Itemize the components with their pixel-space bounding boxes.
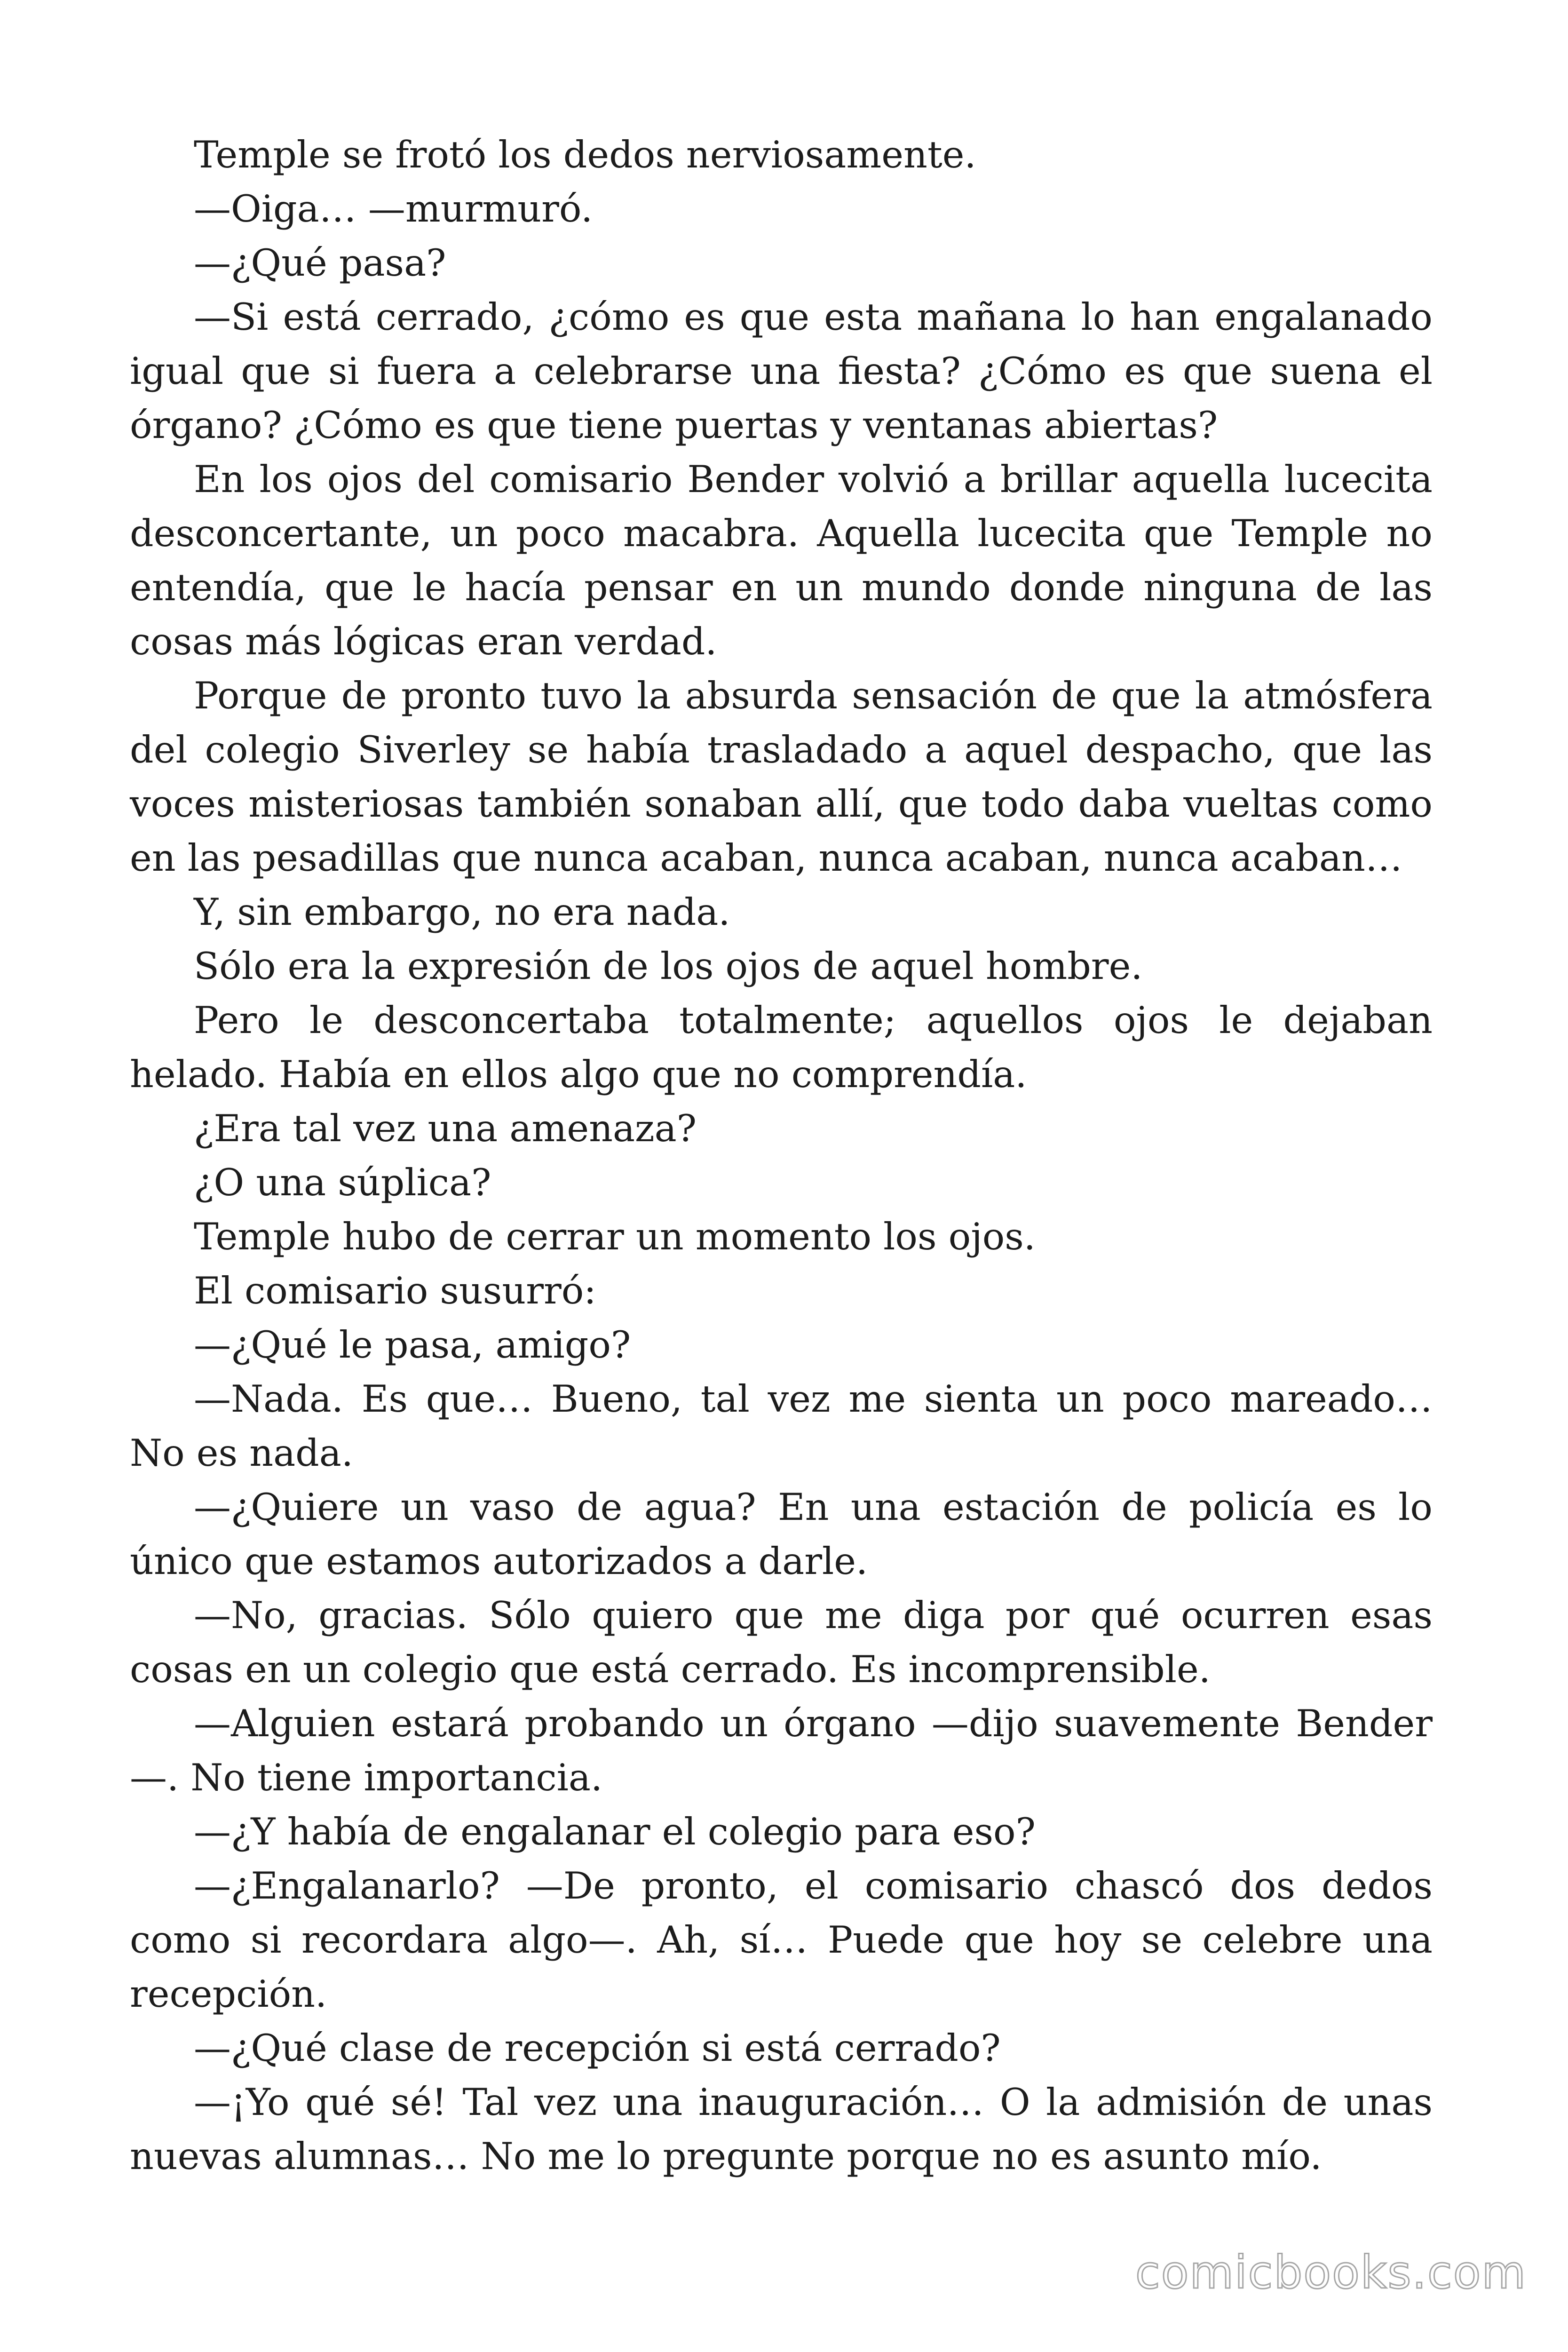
watermark: comicbooks.com — [1135, 2246, 1527, 2299]
paragraph: Sólo era la expresión de los ojos de aquel hombre. — [194, 945, 1143, 988]
paragraph: —¿Engalanarlo? —De pronto, el comisario chascó dos dedos como si recordara algo—. Ah, sí… Puede que hoy se celebre una recepción. — [130, 1864, 1433, 2016]
paragraph: —Nada. Es que… Bueno, tal vez me sienta un poco mareado… No es nada. — [130, 1377, 1433, 1475]
paragraph: Temple hubo de cerrar un momento los ojos. — [194, 1215, 1036, 1258]
paragraph: Porque de pronto tuvo la absurda sensación de que la atmósfera del colegio Siverley se había trasladado a aquel despacho, que las voces misteriosas también sonaban allí, que todo daba vueltas como en las pesadillas que nunca acaban, nunca acaban, nunca acaban… — [130, 674, 1433, 880]
paragraph: —No, gracias. Sólo quiero que me diga por qué ocurren esas cosas en un colegio que está cerrado. Es incomprensible. — [130, 1594, 1433, 1691]
paragraph: El comisario susurró: — [194, 1269, 596, 1312]
paragraph: —¿Quiere un vaso de agua? En una estación de policía es lo único que estamos autorizados a darle. — [130, 1486, 1433, 1583]
paragraph: ¿O una súplica? — [194, 1161, 491, 1204]
paragraph: —Alguien estará probando un órgano —dijo suavemente Bender —. No tiene importancia. — [130, 1702, 1433, 1799]
paragraph: Y, sin embargo, no era nada. — [194, 890, 730, 934]
paragraph: Pero le desconcertaba totalmente; aquellos ojos le dejaban helado. Había en ellos algo que no comprendía. — [130, 999, 1433, 1096]
paragraph: —¿Qué pasa? — [194, 241, 446, 285]
paragraph: —¿Qué le pasa, amigo? — [194, 1323, 631, 1367]
paragraph: Temple se frotó los dedos nerviosamente. — [194, 133, 976, 176]
paragraph: ¿Era tal vez una amenaza? — [194, 1107, 697, 1150]
paragraph: —¡Yo qué sé! Tal vez una inauguración… O la admisión de unas nuevas alumnas… No me lo pregunte porque no es asunto mío. — [130, 2081, 1433, 2178]
paragraph: —Si está cerrado, ¿cómo es que esta mañana lo han engalanado igual que si fuera a celebrarse una fiesta? ¿Cómo es que suena el órgano? ¿Cómo es que tiene puertas y ventanas abiertas? — [130, 295, 1433, 447]
paragraph: —Oiga… —murmuró. — [194, 187, 593, 230]
page-text — [130, 128, 1433, 2184]
paragraph: —¿Y había de engalanar el colegio para eso? — [194, 1810, 1036, 1853]
paragraph: —¿Qué clase de recepción si está cerrado? — [194, 2026, 1001, 2070]
paragraph: En los ojos del comisario Bender volvió a brillar aquella lucecita desconcertante, un poco macabra. Aquella lucecita que Temple no entendía, que le hacía pensar en un mundo donde ninguna de las cosas más lógicas eran verdad. — [130, 458, 1433, 663]
